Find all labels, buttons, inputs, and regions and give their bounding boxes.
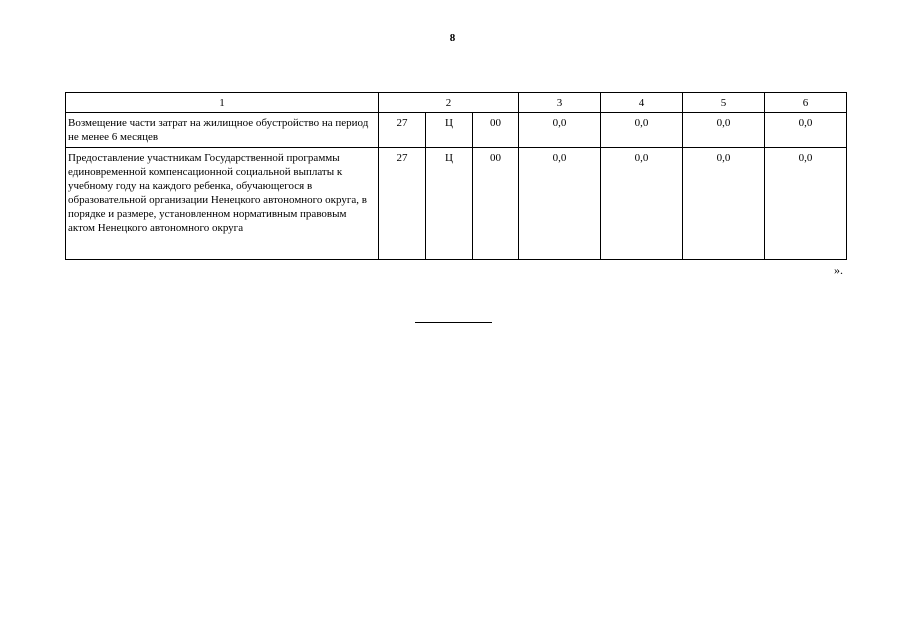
row-code-c: 00 — [473, 113, 519, 148]
table-header-row — [66, 93, 847, 113]
header-col-2: 2 — [379, 93, 519, 113]
row-value-col-5: 0,0 — [683, 113, 765, 148]
row-value-col-4: 0,0 — [601, 148, 683, 260]
row-code-a: 27 — [379, 148, 426, 260]
row-value-col-6: 0,0 — [765, 113, 847, 148]
header-col-5: 5 — [683, 93, 765, 113]
row-value-col-4: 0,0 — [601, 113, 683, 148]
row-code-b: Ц — [426, 148, 473, 260]
row-value-col-6: 0,0 — [765, 148, 847, 260]
end-rule — [415, 322, 492, 323]
closing-quote: ». — [834, 263, 843, 277]
row-value-col-3: 0,0 — [519, 148, 601, 260]
row-value-col-5: 0,0 — [683, 148, 765, 260]
header-col-1: 1 — [66, 93, 379, 113]
header-col-3: 3 — [519, 93, 601, 113]
row-description: Возмещение части затрат на жилищное обустройство на период не менее 6 месяцев — [66, 113, 379, 148]
row-description: Предоставление участникам Государственной программы единовременной компенсационной социальной выплаты к учебному году на каждого ребенка, обучающегося в образовательной организации Ненецкого автономного округа, в порядке и размере, установленном нормативным правовым актом Ненецкого автономного округа — [66, 148, 379, 260]
header-col-4: 4 — [601, 93, 683, 113]
row-code-c: 00 — [473, 148, 519, 260]
row-code-b: Ц — [426, 113, 473, 148]
page-number: 8 — [449, 32, 456, 44]
budget-table — [65, 92, 847, 260]
table-row — [66, 113, 847, 148]
row-code-a: 27 — [379, 113, 426, 148]
table-row — [66, 148, 847, 260]
header-col-6: 6 — [765, 93, 847, 113]
row-value-col-3: 0,0 — [519, 113, 601, 148]
